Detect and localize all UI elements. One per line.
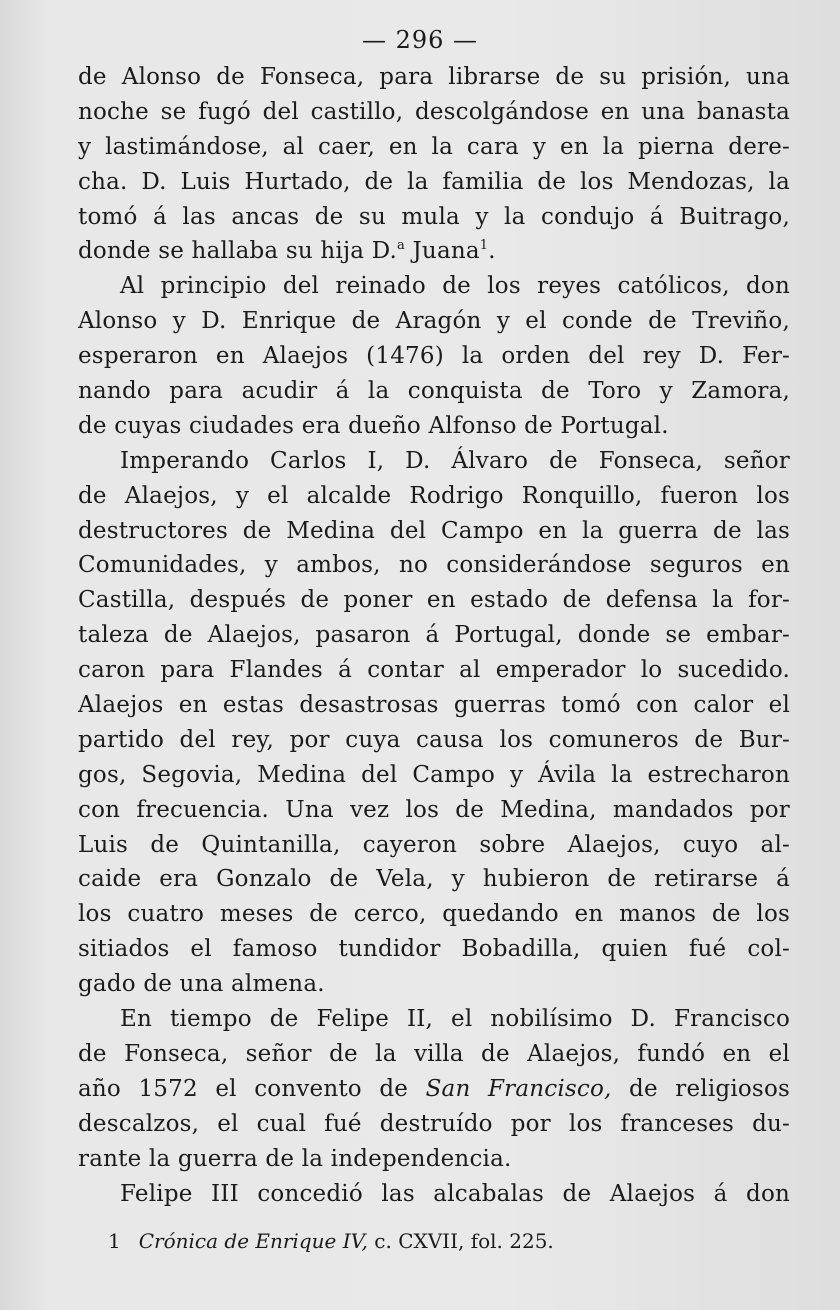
- text-line: esperaron en Alaejos (1476) la orden del rey D. Fer-: [78, 343, 790, 370]
- text-line: caide era Gonzalo de Vela, y hubieron de retirarse á: [78, 866, 790, 893]
- text-line: gado de una almena.: [78, 971, 325, 998]
- text-line: destructores de Medina del Campo en la guerra de las: [78, 517, 790, 544]
- text-line: y lastimándose, al caer, en la cara y en la pierna dere-: [78, 133, 790, 160]
- footnote-number: 1: [108, 1229, 121, 1253]
- body-text: [78, 60, 790, 1211]
- text-line: Alaejos en estas desastrosas guerras tomó con calor el: [78, 692, 790, 719]
- text-line: tomó á las ancas de su mula y la condujo á Buitrago,: [78, 203, 790, 230]
- superscript-a: a: [397, 238, 405, 254]
- line-segment: .: [488, 238, 496, 265]
- text-line: rante la guerra de la independencia.: [78, 1145, 512, 1172]
- text-line: Castilla, después de poner en estado de defensa la for-: [78, 587, 790, 614]
- text-line: partido del rey, por cuya causa los comuneros de Bur-: [78, 726, 790, 753]
- text-line: de Alonso de Fonseca, para librarse de su prisión, una: [78, 64, 790, 90]
- text-line: con frecuencia. Una vez los de Medina, mandados por: [78, 796, 790, 823]
- footnote: [108, 1226, 708, 1256]
- footnote-reference[interactable]: 1: [479, 238, 489, 254]
- line-segment: de religiosos: [611, 1075, 790, 1102]
- text-line: gos, Segovia, Medina del Campo y Ávila la estrecharon: [78, 761, 790, 788]
- text-line: Imperando Carlos I, D. Álvaro de Fonseca, señor: [120, 447, 790, 474]
- page-number: — 296 —: [361, 26, 479, 54]
- text-line: de Alaejos, y el alcalde Rodrigo Ronquillo, fueron los: [78, 482, 790, 509]
- line-segment: Juana: [405, 238, 480, 265]
- text-line: Alonso y D. Enrique de Aragón y el conde de Treviño,: [78, 308, 790, 335]
- text-line: nando para acudir á la conquista de Toro y Zamora,: [78, 378, 790, 405]
- line-segment: año 1572 el convento de: [78, 1075, 426, 1102]
- footnote-reference-text: c. CXVII, fol. 225.: [367, 1229, 554, 1253]
- text-line: descalzos, el cual fué destruído por los franceses du-: [78, 1110, 790, 1137]
- line-segment: donde se hallaba su hija D.: [78, 238, 398, 265]
- text-line: noche se fugó del castillo, descolgándose en una banasta: [78, 98, 790, 125]
- text-line: caron para Flandes á contar al emperador lo sucedido.: [78, 657, 790, 684]
- text-line: taleza de Alaejos, pasaron á Portugal, donde se embar-: [78, 622, 790, 649]
- text-line: En tiempo de Felipe II, el nobilísimo D. Francisco: [120, 1006, 790, 1033]
- text-line: cha. D. Luis Hurtado, de la familia de los Mendozas, la: [78, 168, 790, 195]
- text-line: Al principio del reinado de los reyes católicos, don: [120, 273, 790, 300]
- text-line: los cuatro meses de cerco, quedando en manos de los: [78, 901, 790, 928]
- text-line: Luis de Quintanilla, cayeron sobre Alaejos, cuyo al-: [78, 831, 790, 858]
- text-line: de Fonseca, señor de la villa de Alaejos, fundó en el: [78, 1040, 790, 1067]
- text-line: [78, 234, 790, 269]
- text-line: de cuyas ciudades era dueño Alfonso de Portugal.: [78, 412, 669, 439]
- text-line: Comunidades, y ambos, no considerándose seguros en: [78, 552, 790, 579]
- text-line: Felipe III concedió las alcabalas de Alaejos á don: [120, 1180, 790, 1207]
- text-line: sitiados el famoso tundidor Bobadilla, quien fué col-: [78, 936, 790, 963]
- text-line: [78, 1072, 790, 1107]
- footnote-title: Crónica de Enrique IV,: [138, 1229, 368, 1253]
- italic-title: San Francisco,: [425, 1075, 612, 1102]
